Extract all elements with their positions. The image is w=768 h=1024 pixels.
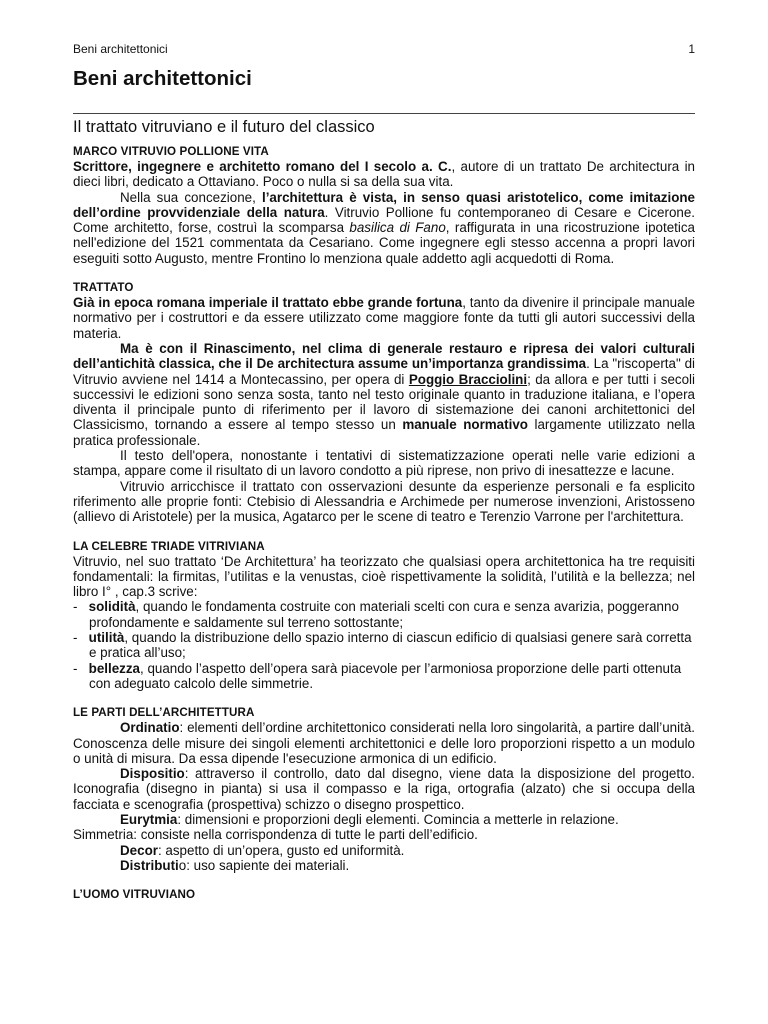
list-item xyxy=(73,630,695,661)
paragraph-dispositio xyxy=(73,766,695,812)
paragraph xyxy=(73,190,695,266)
paragraph-ordinatio xyxy=(73,720,695,766)
paragraph: Il testo dell'opera, nonostante i tentativi di sistematizzazione operati nelle varie edizioni a stampa, appare come il risultato di un lavoro condotto a più riprese, non privo di inesattezze e lacune. xyxy=(73,448,695,479)
term: Ordinatio xyxy=(120,720,180,736)
paragraph xyxy=(73,341,695,448)
text-run: Nella sua concezione, xyxy=(120,189,262,205)
list-dash: - xyxy=(73,599,78,615)
text-run: : aspetto di un’opera, gusto ed uniformità. xyxy=(157,842,405,858)
term: Dispositio xyxy=(120,766,185,782)
paragraph-decor xyxy=(73,843,695,858)
document-body xyxy=(73,144,695,902)
paragraph-simmetria: Simmetria: consiste nella corrispondenza di tutte le parti dell’edificio. xyxy=(73,827,478,843)
section-heading-uomo-vitruviano: L’UOMO VITRUVIANO xyxy=(73,888,196,902)
page-subtitle: Il trattato vitruviano e il futuro del classico xyxy=(73,118,375,136)
paragraph-distributio xyxy=(73,858,695,873)
section-heading-vita: MARCO VITRUVIO POLLIONE VITA xyxy=(73,145,269,158)
text-run: ; da allora e per tutti i secoli successivi le edizioni sono senza sosta, tanto nel testo originale quanto in traduzione italiana, e l’opera diventa il principale punto di riferimento per il lavoro di sistemazione dei canoni architettonici del Classicismo, tornando a essere al tempo stesso un xyxy=(73,371,695,433)
section-heading-trattato: TRATTATO xyxy=(73,281,134,295)
title-divider xyxy=(73,113,695,114)
list-dash: - xyxy=(73,660,78,676)
paragraph xyxy=(73,295,695,341)
text-run: , autore di un trattato De architectura in dieci libri, dedicato a Ottaviano. Poco o nulla si sa della sua vita. xyxy=(73,159,695,190)
emphasis: manuale normativo xyxy=(402,417,528,433)
text-run: : attraverso il controllo, dato dal disegno, viene data la disposizione del progetto. Iconografia (disegno in pianta) si usa il compasso e la riga, ortografia (alzato) che si occupa della facciata e scenografia (prospettiva) schizzo o disegno prospettico. xyxy=(73,766,695,812)
list-text: , quando le fondamenta costruite con materiali scelti con cura e senza avarizia, poggeranno profondamente e saldamente sul terreno sottostante; xyxy=(89,599,679,630)
paragraph: Vitruvio, nel suo trattato ‘De Architettura’ ha teorizzato che qualsiasi opera architettonica ha tre requisiti fondamentali: la firmitas, l’utilitas e la venustas, cioè rispettivamente la solidità, l’utilità e la bellezza; nel libro I° , cap.3 scrive: xyxy=(73,553,695,600)
text-run: . La "riscoperta" di Vitruvio avviene nel 1414 a Montecassino, per opera di xyxy=(73,356,695,387)
list-dash: - xyxy=(73,630,78,646)
term: Decor xyxy=(120,842,158,858)
list-text: , quando la distribuzione dello spazio interno di ciascun edificio di qualsiasi genere sarà corretta e pratica all’uso; xyxy=(89,630,692,661)
term: Distributi xyxy=(120,857,179,873)
text-run: : elementi dell’ordine architettonico considerati nella loro singolarità, a partire dall’unità. Conoscenza delle misure dei singoli elementi architettonici e delle loro proporzioni rispetto a un modulo o unità di misura. Da essa dipende l'esecuzione armonica di un edificio. xyxy=(73,720,695,766)
list-term: solidità xyxy=(88,599,136,615)
text-run: largamente utilizzato nella pratica professionale. xyxy=(73,417,696,448)
paragraph-eurytmia xyxy=(73,812,695,827)
list-item xyxy=(73,599,695,630)
list-term: utilità xyxy=(88,630,125,646)
text-run: , tanto da divenire il principale manuale normativo per i costruttori e da essere utilizzato come maggiore fonte da tutti gli autori successivi della materia. xyxy=(73,295,695,341)
link-poggio-bracciolini[interactable]: Poggio Bracciolini xyxy=(408,371,528,387)
page-title: Beni architettonici xyxy=(73,67,252,90)
paragraph: Vitruvio arricchisce il trattato con osservazioni desunte da esperienze personali e fa esplicito riferimento alle proprie fonti: Ctebisio di Alessandria e Archimede per numerose invenzioni, Aristosseno (allievo di Aristotele) per la musica, Agatarco per le scene di teatro e Terenzio Varrone per l'architettura. xyxy=(73,478,695,525)
page-number: 1 xyxy=(688,42,695,56)
text-run: . Vitruvio Pollione fu contemporaneo di Cesare e Cicerone. Come architetto, forse, costruì la scomparsa xyxy=(73,204,696,236)
section-heading-parti: LE PARTI DELL’ARCHITETTURA xyxy=(73,706,255,720)
list-term: bellezza xyxy=(88,660,140,676)
list-text: , quando l’aspetto dell’opera sarà piacevole per l’armoniosa proporzione delle parti ottenuta con adeguato calcolo delle simmetrie. xyxy=(89,660,682,691)
running-title: Beni architettonici xyxy=(73,42,168,56)
text-run: : dimensioni e proporzioni degli elementi. Comincia a metterle in relazione. xyxy=(177,811,619,827)
emphasis: l’architettura è vista, in senso quasi aristotelico, come imitazione dell’ordine provvidenziale della natura xyxy=(73,189,696,220)
italic-text: basilica di Fano xyxy=(349,220,446,236)
section-heading-triade: LA CELEBRE TRIADE VITRIVIANA xyxy=(73,539,265,553)
running-header xyxy=(73,42,695,56)
text-run: , raffigurata in una ricostruzione ipotetica nell'edizione del 1521 commentata da Cesariano. Come ingegnere egli stesso accenna a propri lavori eseguiti sotto Augusto, mentre Frontino lo menziona quale addetto agli acquedotti di Roma. xyxy=(73,220,696,266)
paragraph xyxy=(73,159,695,190)
emphasis: Ma è con il Rinascimento, nel clima di generale restauro e ripresa dei valori culturali dell’antichità classica, che il De architectura assume un’importanza grandissima xyxy=(73,340,695,372)
term: Eurytmia xyxy=(120,811,178,827)
list-item xyxy=(73,661,695,692)
text-run: o: uso sapiente dei materiali. xyxy=(178,857,350,873)
emphasis: Scrittore, ingegnere e architetto romano del I secolo a. C. xyxy=(73,159,452,174)
emphasis: Già in epoca romana imperiale il trattato ebbe grande fortuna xyxy=(73,295,463,311)
